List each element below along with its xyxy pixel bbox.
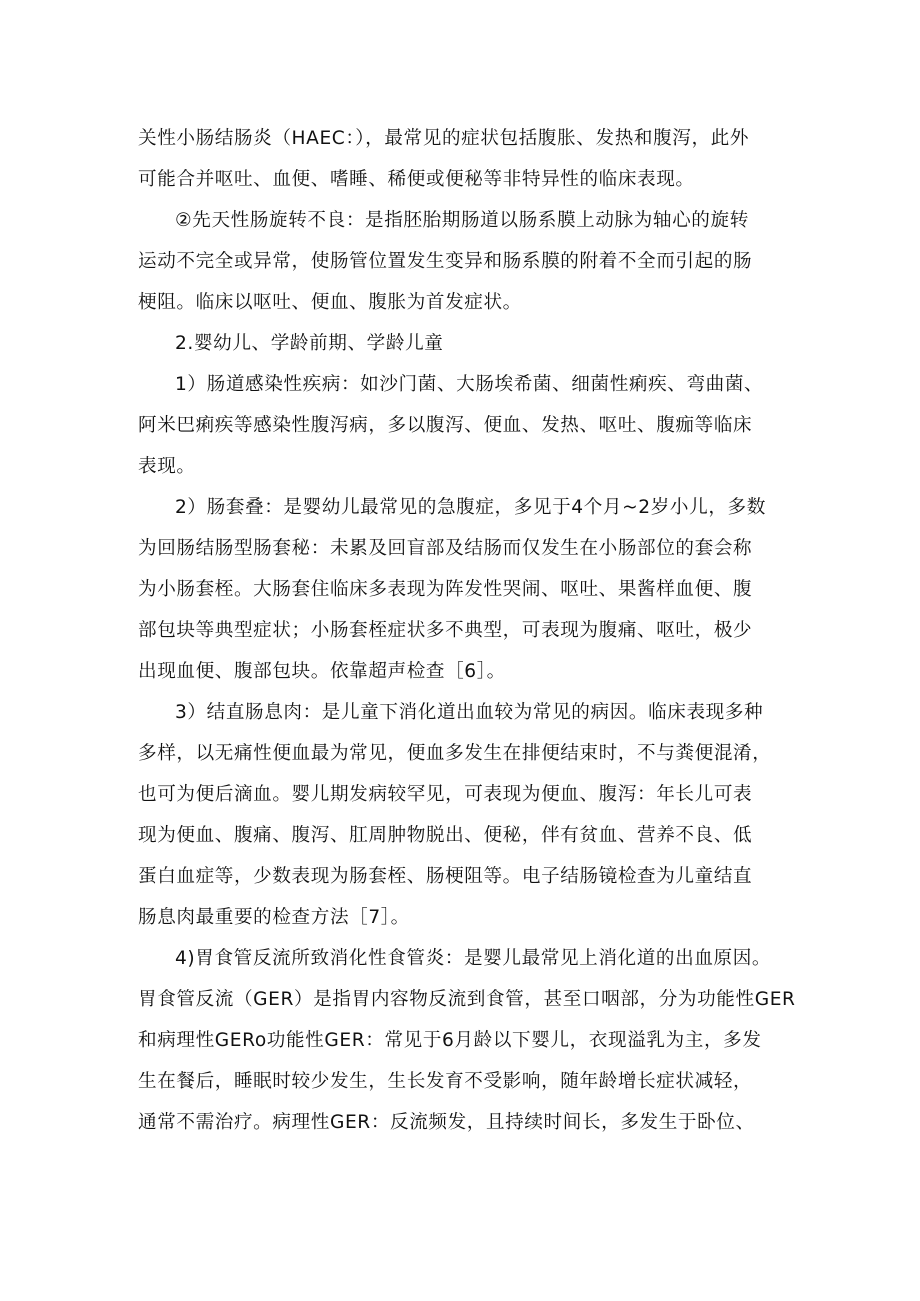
text-line: 蛋白血症等，少数表现为肠套桎、肠梗阻等。电子结肠镜检查为儿童结直	[138, 866, 753, 887]
section-heading: 2.婴幼儿、学龄前期、学龄儿童	[175, 333, 444, 354]
text-line: 阿米巴痢疾等感染性腹泻病，多以腹泻、便血、发热、呕吐、腹痂等临床	[138, 415, 753, 436]
section-heading-infants-children	[138, 323, 790, 364]
text-line: 4)胃食管反流所致消化性食管炎：是婴儿最常见上消化道的出血原因。	[175, 948, 772, 969]
text-line: 为回肠结肠型肠套秘：未累及回盲部及结肠而仅发生在小肠部位的套会称	[138, 538, 753, 559]
text-line: 和病理性GERo功能性GER：常见于6月龄以下婴儿，衣现溢乳为主，多发	[138, 1030, 762, 1051]
text-line: 可能合并呕吐、血便、嗜睡、稀便或便秘等非特异性的临床表现。	[138, 169, 695, 190]
text-line: 生在餐后，睡眠时较少发生，生长发育不受影响，随年龄增长症状减轻，	[138, 1071, 753, 1092]
paragraph-intussusception	[138, 487, 790, 692]
text-line: 多样，以无痛性便血最为常见，便血多发生在排便结束时，不与粪便混淆，	[138, 743, 772, 764]
text-line: 表现。	[138, 456, 196, 477]
paragraph-malrotation	[138, 200, 790, 323]
text-line: 运动不完全或异常，使肠管位置发生变异和肠系膜的附着不全而引起的肠	[138, 251, 753, 272]
text-line: 梗阻。临床以呕吐、便血、腹胀为首发症状。	[138, 292, 522, 313]
text-line: 也可为便后滴血。婴儿期发病较罕见，可表现为便血、腹泻：年长儿可表	[138, 784, 753, 805]
paragraph-intestinal-infection	[138, 364, 790, 487]
paragraph-colorectal-polyp	[138, 692, 790, 938]
text-line: 出现血便、腹部包块。依靠超声检查［6］。	[138, 661, 506, 682]
document-body	[138, 118, 796, 1143]
text-line: 通常不需治疗。病理性GER：反流频发，且持续时间长，多发生于卧位、	[138, 1112, 755, 1133]
text-line: 为小肠套桎。大肠套住临床多表现为阵发性哭闹、呕吐、果酱样血便、腹	[138, 579, 753, 600]
text-line: 1）肠道感染性疾病：如沙门菌、大肠埃希菌、细菌性痢疾、弯曲菌、	[175, 374, 764, 395]
text-line: 关性小肠结肠炎（HAEC：），最常见的症状包括腹胀、发热和腹泻，此外	[138, 128, 750, 149]
text-line: ②先天性肠旋转不良：是指胚胎期肠道以肠系膜上动脉为轴心的旋转	[175, 210, 749, 231]
paragraph-reflux-esophagitis	[138, 938, 796, 1143]
text-line: 2）肠套叠：是婴幼儿最常见的急腹症，多见于4个月~2岁小儿，多数	[175, 497, 766, 518]
text-line: 部包块等典型症状；小肠套桎症状多不典型，可表现为腹痛、呕吐，极少	[138, 620, 753, 641]
text-line: 胃食管反流（GER）是指胃内容物反流到食管，甚至口咽部，分为功能性GER	[138, 989, 796, 1010]
text-line: 现为便血、腹痛、腹泻、肛周肿物脱出、便秘，伴有贫血、营养不良、低	[138, 825, 753, 846]
text-line: 肠息肉最重要的检查方法［7］。	[138, 907, 410, 928]
paragraph-continuation-haec	[138, 118, 790, 200]
text-line: 3）结直肠息肉：是儿童下消化道出血较为常见的病因。临床表现多种	[175, 702, 764, 723]
